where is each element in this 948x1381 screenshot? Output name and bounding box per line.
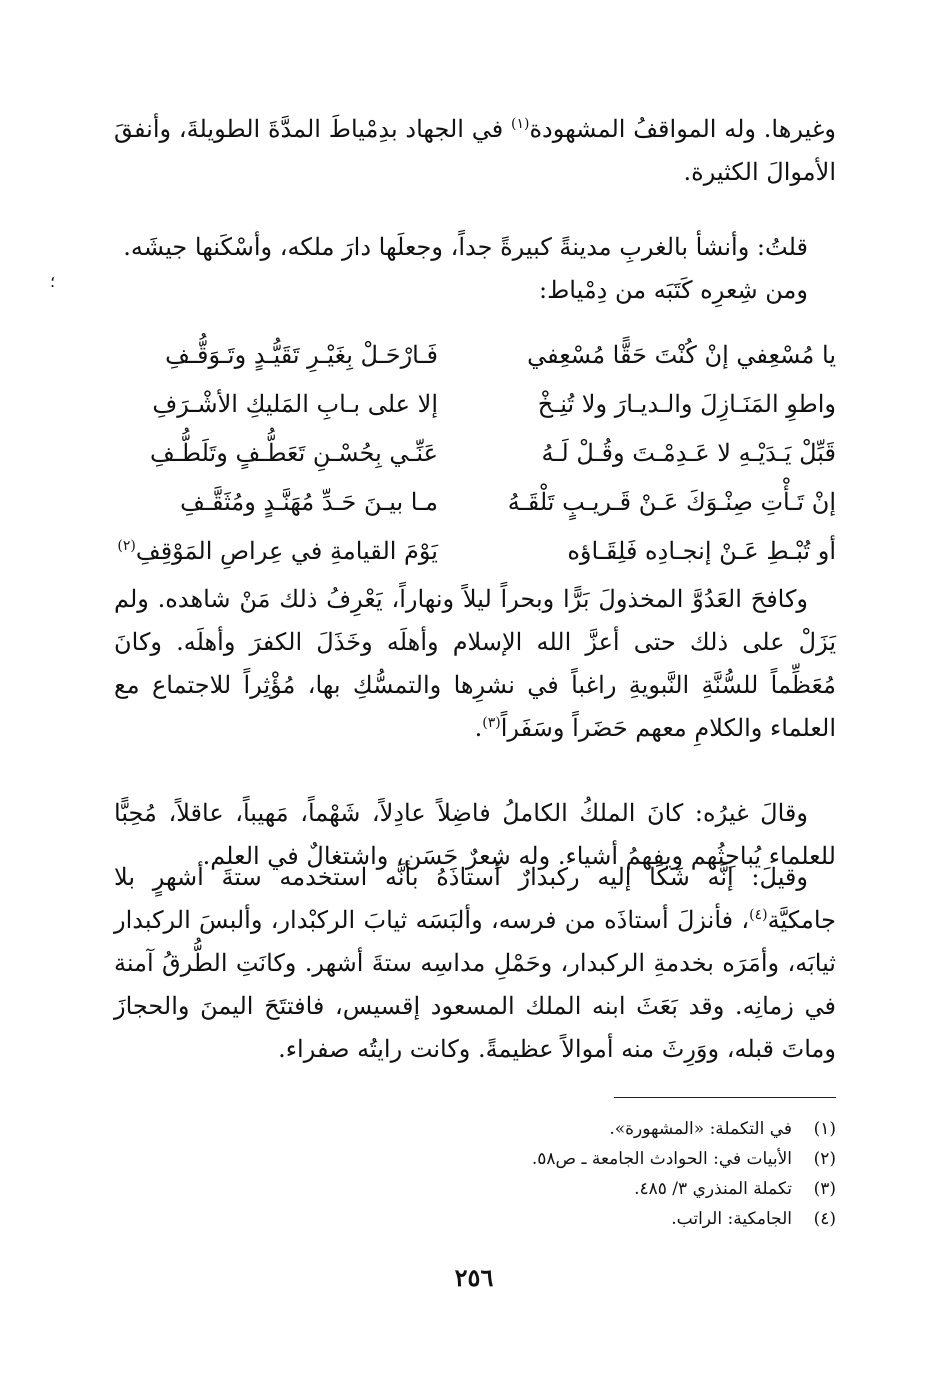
paragraph-text: في الجهاد بدِمْياطَ المدَّةَ الطويلةَ، وأنفقَ الأموالَ الكثيرة. [114, 115, 836, 186]
poem-verse [114, 428, 836, 477]
footnote-reference: (٢) [117, 537, 136, 554]
paragraph-anecdote [114, 856, 836, 1071]
footnote-text: الجامكية: الراتب. [671, 1209, 792, 1229]
paragraph-jihad [114, 578, 836, 750]
paragraph-character: وقالَ غيرُه: كانَ الملكُ الكاملُ فاضِلاً عادِلاً، شَهْماً، مَهيباً، عاقلاً، مُحِبًّا للعلماء يُباحِثُهم ويفهمُ أشياء. وله شِعرٌ حَسَن، واشتغالٌ في العلم. [114, 799, 836, 870]
footnote-text: في التكملة: «المشهورة». [609, 1119, 792, 1139]
poem-verse [114, 379, 836, 428]
paragraph-text: وقيلَ: إنَّه شَكَا إليه ركبدارٌ أستاذَهُ بأنَّه استخدمه ستةَ أشهرٍ بلا جامكيَّة [114, 863, 836, 934]
verse-first-hemistich: واطوِ المَنَـازِلَ والـديـارَ ولا تُنِـخْ [537, 389, 836, 418]
paragraph-campaigns [114, 108, 836, 194]
poem [114, 330, 836, 575]
page-number: ٢٥٦ [454, 1263, 494, 1292]
paragraph-text: وغيرها. وله المواقفُ المشهودة [529, 115, 837, 143]
footnote-item [336, 1144, 836, 1174]
paragraph-text: . [474, 714, 483, 742]
verse-second-hemistich: مـا بيـنَ حَـدِّ مُهَنَّـدٍ ومُثَقَّـفِ [180, 487, 438, 516]
paragraph-line: قلتُ: وأنشأ بالغربِ مدينةً كبيرةً جداً، وجعلَها دارَ ملكه، وأسْكَنها جيشَه. [123, 233, 808, 261]
poem-verse [114, 477, 836, 526]
footnotes [336, 1114, 836, 1234]
footnote-number: (١) [813, 1119, 836, 1139]
verse-first-hemistich: قَبِّلْ يَـدَيْـهِ لا عَـدِمْـتَ وقُـلْ لَـهُ [541, 438, 836, 467]
paragraph-text: ، فأنزلَ أستاذَه من فرسه، وألبَسَه ثيابَ الركبْدار، وألبسَ الركبدار ثيابَه، وأمَرَه بخدمةِ الركبدار، وحَمْلِ مداسِه ستةَ أشهر. وكانَتِ الطُّرقُ آمنة في زمانِه. وقد بَعَثَ ابنه الملك المسعود إقسيس، فافتتَحَ اليمنَ والحجازَ وماتَ قبله، ووَرِثَ منه أموالاً عظيمةً. وكانت رايتُه صفراء. [114, 906, 836, 1063]
footnote-divider [614, 1097, 836, 1098]
verse-first-hemistich: إنْ تَـأْتِ صِنْـوَكَ عَـنْ قَـريـبٍ تَلْقَـهُ [507, 487, 836, 516]
paragraph-city [114, 226, 836, 312]
footnote-item [336, 1114, 836, 1144]
poem-verse [114, 526, 836, 575]
verse-second-hemistich: فَـارْحَـلْ بِغَيْـرِ تَقَيُّـدٍ وتَـوَقُّـفِ [165, 340, 438, 369]
verse-first-hemistich: أو تُبْـطِ عَـنْ إنجـادِه فَلِقَـاؤه [567, 536, 836, 565]
footnote-reference: (١) [510, 116, 530, 132]
verse-text: يَوْمَ القيامةِ في عِراصِ المَوْقِفِ [135, 536, 438, 565]
footnote-number: (٣) [813, 1179, 836, 1199]
paragraph-text: وكافحَ العَدُوَّ المخذولَ بَرًّا وبحراً ليلاً ونهاراً، يَعْرِفُ ذلك مَنْ شاهده. ولم يَزَلْ على ذلك حتى أعزَّ الله الإسلام وأهلَه وخَذَلَ الكفرَ وأهلَه. وكانَ مُعَظِّماً للسُّنَّةِ النَّبويةِ راغباً في نشرِها والتمسُّكِ بها، مُؤْثِراً للاجتماع مع العلماء والكلامِ معهم حَضَراً وسَفَراً [114, 585, 836, 742]
footnote-text: تكملة المنذري ٣/ ٤٨٥. [634, 1179, 792, 1199]
footnote-number: (٤) [813, 1209, 836, 1229]
paragraph-line: ومن شِعرِه كَتَبَه من دِمْياط: [538, 276, 808, 304]
footnote-number: (٢) [813, 1149, 836, 1169]
poem-verse [114, 330, 836, 379]
verse-second-hemistich: عَنِّـي بِحُسْـنِ تَعَطُّـفٍ وتَلَطُّـفِ [150, 438, 438, 467]
footnote-item [336, 1204, 836, 1234]
footnote-item [336, 1174, 836, 1204]
footnote-reference: (٣) [482, 715, 501, 731]
verse-second-hemistich [114, 537, 438, 565]
footnote-text: الأبيات في: الحوادث الجامعة ـ ص٥٨. [531, 1149, 792, 1169]
verse-first-hemistich: يا مُسْعِفي إنْ كُنْتَ حَقًّا مُسْعِفي [527, 340, 836, 369]
footnote-reference: (٤) [749, 907, 768, 923]
verse-second-hemistich: إلا على بـابِ المَليكِ الأشْـرَفِ [152, 389, 438, 418]
margin-mark: ؛ [50, 272, 56, 291]
